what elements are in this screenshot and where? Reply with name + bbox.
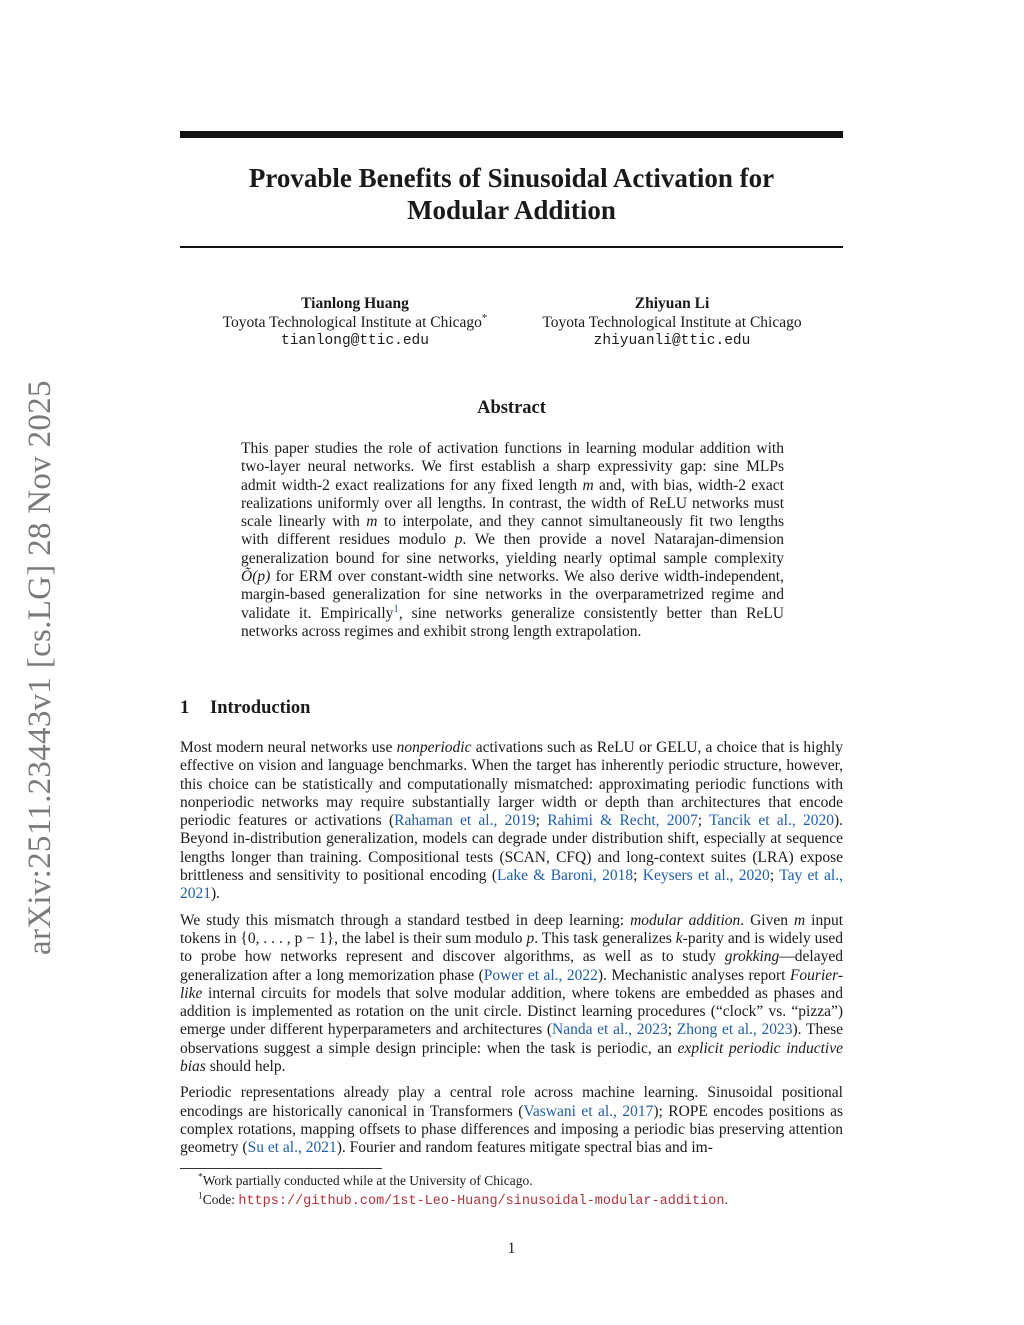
code-repository-link[interactable]: https://github.com/1st-Leo-Huang/sinusoidal-modular-addition — [238, 1193, 725, 1209]
paper-title — [180, 162, 843, 226]
footnote-affiliation: *Work partially conducted while at the University of Chicago. — [198, 1172, 533, 1188]
author-name: Tianlong Huang — [301, 295, 409, 312]
title-line-1: Provable Benefits of Sinusoidal Activation for — [248, 163, 775, 193]
citation-link[interactable]: Power et al., 2022 — [483, 966, 598, 984]
citation-link[interactable]: Su et al., 2021 — [247, 1139, 337, 1157]
title-line-2: Modular Addition — [407, 195, 616, 225]
complexity-expression: Õ(p) — [241, 568, 271, 586]
paragraph: We study this mismatch through a standard testbed in deep learning: modular addition. Given m input tokens in {0, . . . , p − 1}, the label is their sum modulo p. This task generalizes k-parity and is widely used to probe how networks represent and discover algorithms, as well as to study grokking—delayed generalization after a long memorization phase (Power et al., 2022). Mechanistic analyses report Fourier-like internal circuits for models that solve modular addition, where tokens are embedded as phases and addition is implemented as rotation on the unit circle. Distinct learning procedures (“clock” vs. “pizza”) emerge under different hyperparameters and architectures (Nanda et al., 2023; Zhong et al., 2023). These observations suggest a simple design principle: when the task is periodic, an explicit periodic inductive bias should help. — [180, 911, 844, 1076]
author-email[interactable]: tianlong@ttic.edu — [281, 333, 429, 349]
citation-link[interactable]: Rahaman et al., 2019 — [394, 812, 536, 830]
abstract-text: This paper studies the role of activation functions in learning modular addition with two-layer neural networks. We first establish a sharp expressivity gap: sine MLPs admit width-2 exact realizations for any fixed length m and, with bias, width-2 exact realizations uniformly over all lengths. In contrast, the width of ReLU networks must scale linearly with m to interpolate, and they cannot simultaneously fit two lengths with different residues modulo p. We then provide a novel Natarajan-dimension generalization bound for sine networks, yielding nearly optimal sample complexity Õ(p) for ERM over constant-width sine networks. We also derive width-independent, margin-based generalization for sine networks in the overparametrized regime and validate it. Empirically$^1$, sine networks generalize consistently better than ReLU networks across regimes and exhibit strong length extrapolation. — [241, 440, 784, 640]
paragraph: Most modern neural networks use nonperiodic activations such as ReLU or GELU, a choice that is highly effective on vision and language benchmarks. When the target has inherently periodic structure, however, this choice can be statistically and computationally mismatched: approximating periodic functions with nonperiodic networks may require substantially larger width or depth than architectures that encode periodic features or activations (Rahaman et al., 2019; Rahimi & Recht, 2007; Tancik et al., 2020). Beyond in-distribution generalization, models can degrade under distribution shift, especially at sequence lengths longer than training. Compositional tests (SCAN, CFQ) and long-context suites (LRA) expose brittleness and sensitivity to positional encoding (Lake & Baroni, 2018; Keysers et al., 2020; Tay et al., 2021). — [180, 739, 844, 903]
affiliation-footnote-mark: * — [481, 311, 488, 324]
code-footnote-link[interactable]: 1 — [393, 602, 399, 615]
section-number: 1 — [180, 698, 190, 718]
paragraph: Periodic representations already play a central role across machine learning. Sinusoidal positional encodings are historically canonical in Transformers (Vaswani et al., 2017); ROPE encodes positions as complex rotations, mapping offsets to phase differences and imposing a periodic bias preserving attention geometry (Su et al., 2021). Fourier and random features mitigate spectral bias and im- — [180, 1084, 843, 1157]
citation-link[interactable]: Lake & Baroni, 2018 — [497, 867, 634, 885]
arxiv-identifier-stamp: arXiv:2511.23443v1 [cs.LG] 28 Nov 2025 — [22, 380, 58, 955]
footnote-rule — [180, 1168, 382, 1169]
citation-link[interactable]: Tay et al., 2021 — [180, 867, 843, 903]
section-title: Introduction — [210, 698, 311, 718]
author-block-1 — [180, 294, 530, 351]
footnote-code: $^1$Code: https://github.com/1st-Leo-Huang/sinusoidal-modular-addition. — [198, 1191, 728, 1209]
abstract-heading: Abstract — [477, 398, 546, 418]
citation-link[interactable]: Zhong et al., 2023 — [676, 1021, 793, 1039]
citation-link[interactable]: Vaswani et al., 2017 — [523, 1102, 654, 1120]
title-bottom-rule — [180, 246, 843, 248]
author-block-2 — [512, 294, 832, 351]
author-email[interactable]: zhiyuanli@ttic.edu — [593, 333, 751, 349]
introduction-body — [180, 739, 843, 1166]
citation-link[interactable]: Rahimi & Recht, 2007 — [547, 812, 698, 830]
section-heading-introduction — [180, 698, 310, 719]
author-name: Zhiyuan Li — [634, 295, 710, 312]
footnotes — [198, 1172, 843, 1211]
author-affiliation: Toyota Technological Institute at Chicago — [542, 314, 802, 331]
page-number: 1 — [507, 1240, 516, 1257]
citation-link[interactable]: Tancik et al., 2020 — [709, 812, 834, 830]
citation-link[interactable]: Nanda et al., 2023 — [552, 1021, 668, 1039]
author-affiliation: Toyota Technological Institute at Chicago* — [222, 311, 488, 331]
citation-link[interactable]: Keysers et al., 2020 — [642, 867, 770, 885]
title-top-rule — [180, 131, 843, 138]
